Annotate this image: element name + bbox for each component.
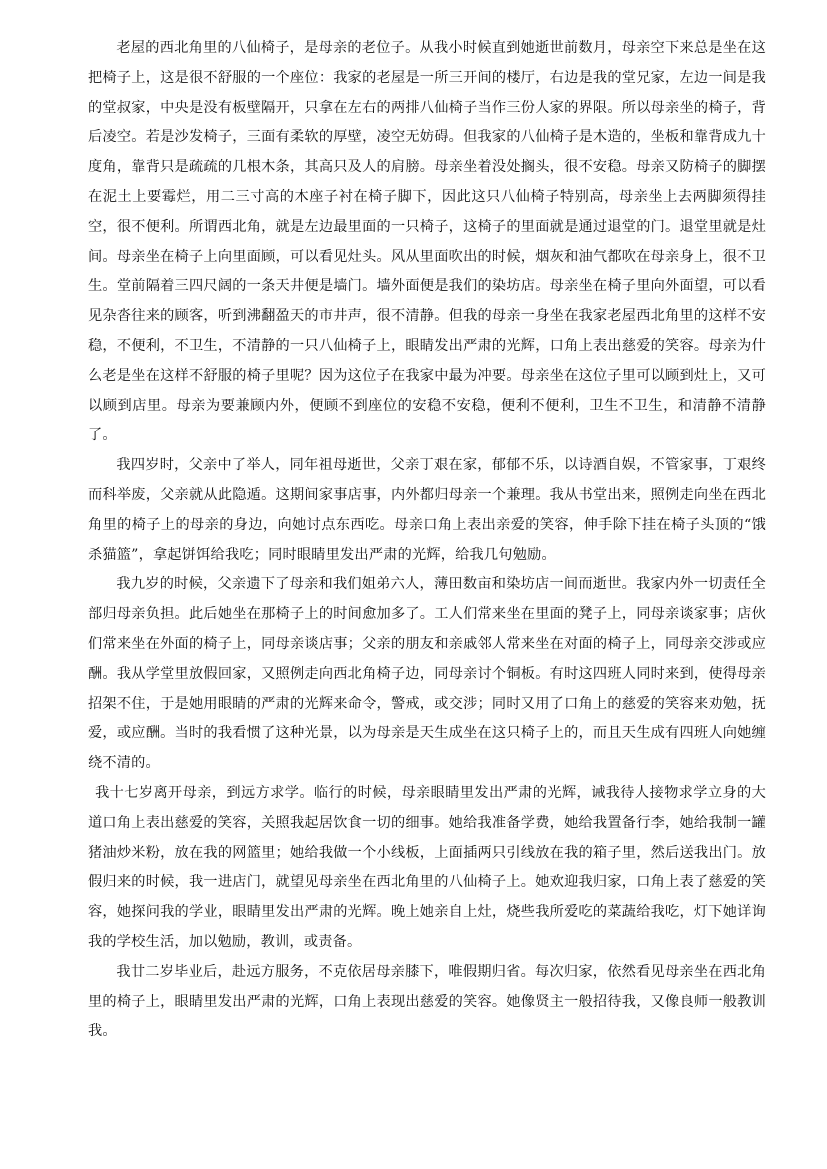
essay-body bbox=[88, 34, 766, 1047]
paragraph-2: 我四岁时，父亲中了举人，同年祖母逝世，父亲丁艰在家，郁郁不乐，以诗酒自娱，不管家事，丁艰终而科举废，父亲就从此隐遁。这期间家事店事，内外都归母亲一个兼理。我从书堂出来，照例走向坐在西北角里的椅子上的母亲的身边，向她讨点东西吃。母亲口角上表出亲爱的笑容，伸手除下挂在椅子头顶的“饿杀猫篮”，拿起饼饵给我吃；同时眼睛里发出严肃的光辉，给我几句勉励。 bbox=[88, 457, 766, 563]
paragraph-4: 我十七岁离开母亲，到远方求学。临行的时候，母亲眼睛里发出严肃的光辉，诫我待人接物求学立身的大道口角上表出慈爱的笑容，关照我起居饮食一切的细事。她给我准备学费，她给我置备行李，她给我制一罐猪油炒米粉，放在我的网篮里；她给我做一个小线板，上面插两只引线放在我的箱子里，然后送我出门。放假归来的时候，我一进店门，就望见母亲坐在西北角里的八仙椅子上。她欢迎我归家，口角上表了慈爱的笑容，她探问我的学业，眼睛里发出严肃的光辉。晚上她亲自上灶，烧些我所爱吃的菜蔬给我吃，灯下她详询我的学校生活，加以勉励，教训，或责备。 bbox=[88, 784, 766, 950]
paragraph-5: 我廿二岁毕业后，赴远方服务，不克依居母亲膝下，唯假期归省。每次归家，依然看见母亲坐在西北角里的椅子上，眼睛里发出严肃的光辉，口角上表现出慈爱的笑容。她像贤主一般招待我，又像良师一般教训我。 bbox=[88, 963, 766, 1040]
paragraph-3: 我九岁的时候，父亲遗下了母亲和我们姐弟六人，薄田数亩和染坊店一间而逝世。我家内外一切责任全部归母亲负担。此后她坐在那椅子上的时间愈加多了。工人们常来坐在里面的凳子上，同母亲谈家事；店伙们常来坐在外面的椅子上，同母亲谈店事；父亲的朋友和亲戚邻人常来坐在对面的椅子上，同母亲交涉或应酬。我从学堂里放假回家，又照例走向西北角椅子边，同母亲讨个铜板。有时这四班人同时来到，使得母亲招架不住，于是她用眼睛的严肃的光辉来命令，警戒，或交涉；同时又用了口角上的慈爱的笑容来劝勉，抚爱，或应酬。当时的我看惯了这种光景，以为母亲是天生成坐在这只椅子上的，而且天生成有四班人向她缠绕不清的。 bbox=[88, 576, 766, 772]
paragraph-1: 老屋的西北角里的八仙椅子，是母亲的老位子。从我小时候直到她逝世前数月，母亲空下来总是坐在这把椅子上，这是很不舒服的一个座位：我家的老屋是一所三开间的楼厅，右边是我的堂兄家，左边一间是我的堂叔家，中央是没有板壁隔开，只拿在左右的两排八仙椅子当作三份人家的界限。所以母亲坐的椅子，背后凌空。若是沙发椅子，三面有柔软的厚壁，凌空无妨碍。但我家的八仙椅子是木造的，坐板和靠背成九十度角，靠背只是疏疏的几根木条，其高只及人的肩膀。母亲坐着没处搁头，很不安稳。母亲又防椅子的脚摆在泥土上要霉烂，用二三寸高的木座子衬在椅子脚下，因此这只八仙椅子特别高，母亲坐上去两脚须得挂空，很不便利。所谓西北角，就是左边最里面的一只椅子，这椅子的里面就是通过退堂的门。退堂里就是灶间。母亲坐在椅子上向里面顾，可以看见灶头。风从里面吹出的时候，烟灰和油气都吹在母亲身上，很不卫生。堂前隔着三四尺阔的一条天井便是墙门。墙外面便是我们的染坊店。母亲坐在椅子里向外面望，可以看见杂沓往来的顾客，听到沸翻盈天的市井声，很不清静。但我的母亲一身坐在我家老屋西北角里的这样不安稳，不便利，不卫生，不清静的一只八仙椅子上，眼睛发出严肃的光辉，口角上表出慈爱的笑容。母亲为什么老是坐在这样不舒服的椅子里呢？因为这位子在我家中最为冲要。母亲坐在这位子里可以顾到灶上，又可以顾到店里。母亲为要兼顾内外，便顾不到座位的安稳不安稳，便利不便利，卫生不卫生，和清静不清静了。 bbox=[88, 40, 766, 444]
